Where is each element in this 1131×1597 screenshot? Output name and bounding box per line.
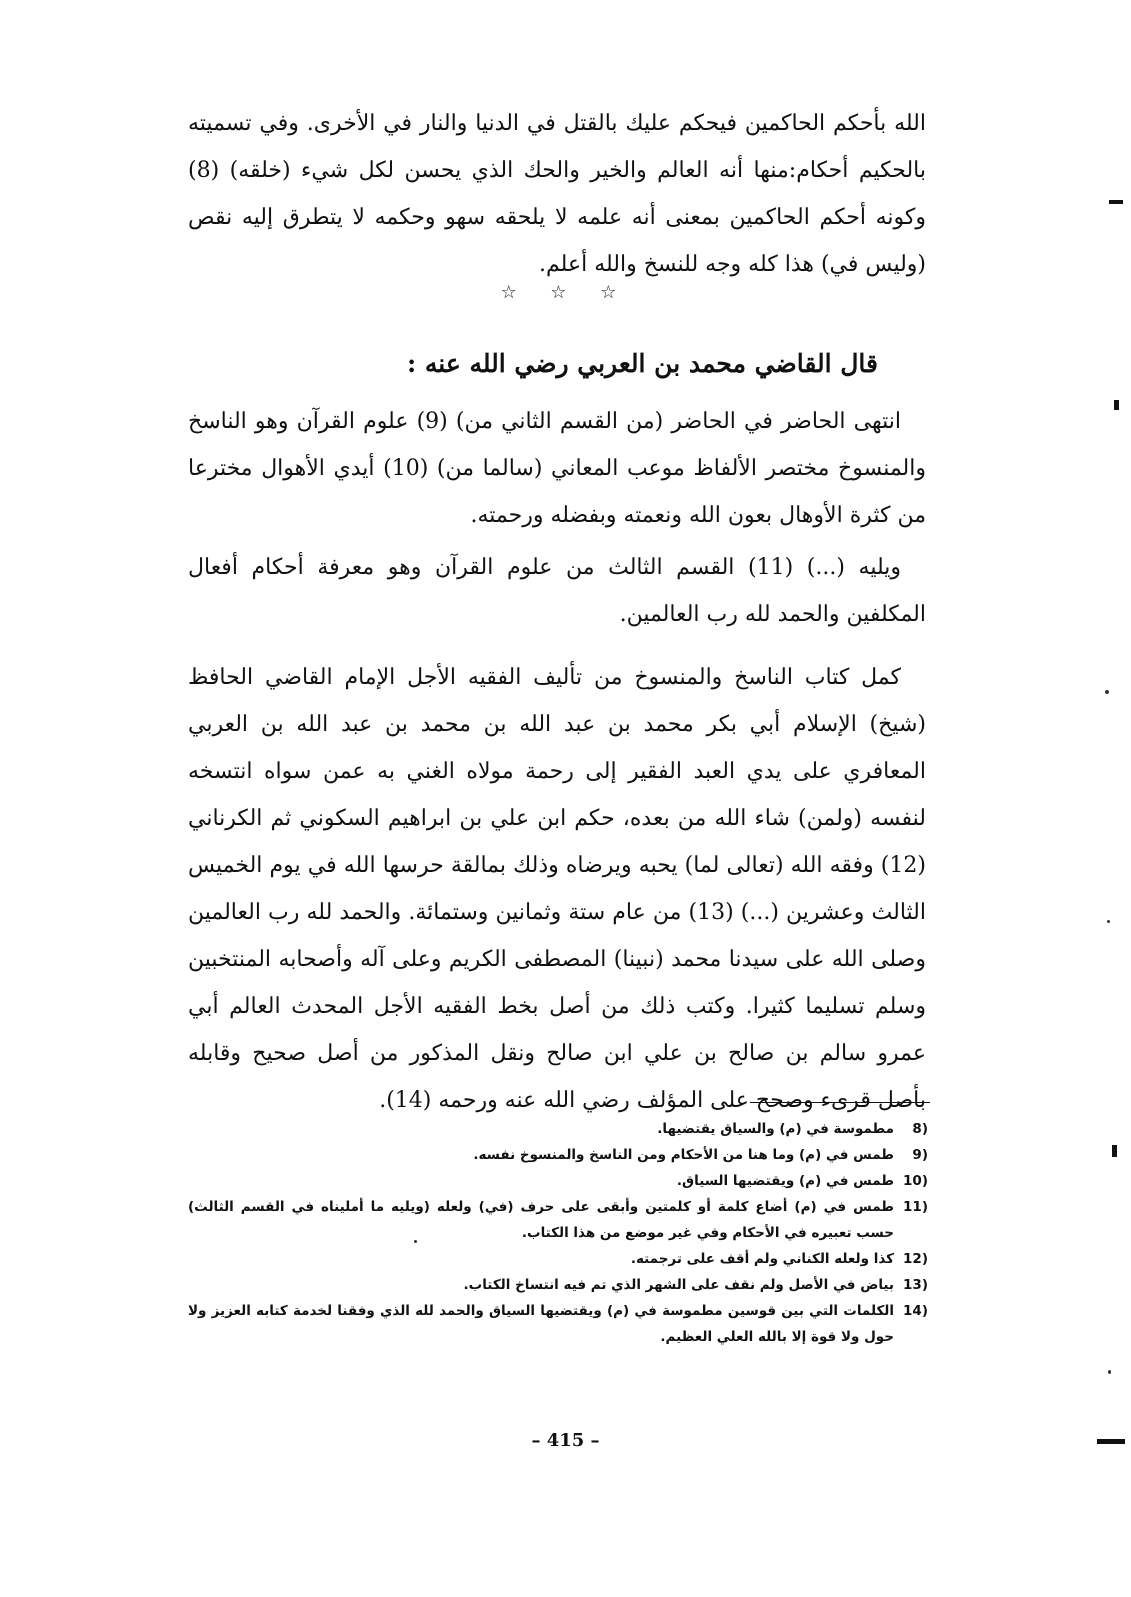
footnote-number: 12)	[903, 1251, 928, 1267]
scan-speck	[414, 1240, 417, 1243]
scan-edge-mark	[1112, 1145, 1117, 1157]
scan-edge-mark	[1109, 200, 1123, 204]
footnotes-list	[188, 1116, 928, 1350]
footnote-separator-rule	[750, 1102, 930, 1103]
footnote-item	[188, 1116, 928, 1142]
footnote-number: 9)	[912, 1147, 928, 1163]
paragraph-next-part: ويليه (...) (11) القسم الثالث من علوم القرآن وهو معرفة أحكام أفعال المكلفين والحمد لله رب العالمين.	[188, 555, 926, 627]
scan-speck	[1107, 920, 1110, 923]
footnote-number: 14)	[903, 1303, 928, 1319]
scan-speck	[1108, 1370, 1111, 1374]
scan-edge-mark	[1097, 1439, 1125, 1444]
footnote-text: بياض في الأصل ولم نقف على الشهر الذي تم فيه انتساخ الكتاب.	[463, 1277, 894, 1293]
footnote-number: 11)	[903, 1199, 928, 1215]
footnote-item	[188, 1194, 928, 1246]
paragraph-end-of-part: انتهى الحاضر في الحاضر (من القسم الثاني من) (9) علوم القرآن وهو الناسخ والمنسوخ مختصر الألفاظ موعب المعاني (سالما من) (10) أيدي الأهوال مخترعا من كثرة الأوهال بعون الله ونعمته وبفضله ورحمته.	[188, 409, 926, 528]
scan-edge-mark	[1114, 400, 1119, 410]
section-separator: ☆ ☆ ☆	[500, 282, 631, 303]
footnote-number: 10)	[903, 1173, 928, 1189]
intro-paragraph: الله بأحكم الحاكمين فيحكم عليك بالقتل في الدنيا والنار في الأخرى. وفي تسميته بالحكيم أحكام:منها أنه العالم والخير والحك الذي يحسن لكل شيء (خلقه) (8) وكونه أحكم الحاكمين بمعنى أنه علمه لا يلحقه سهو وحكمه لا يتطرق إليه نقص (وليس في) هذا كله وجه للنسخ والله أعلم.	[188, 111, 926, 277]
scan-speck	[1105, 690, 1109, 694]
footnote-number: 13)	[903, 1277, 928, 1293]
footnote-text: طمس في (م) ويقتضيها السياق.	[676, 1173, 894, 1189]
footnote-item	[188, 1298, 928, 1350]
footnote-item	[188, 1272, 928, 1298]
paragraph-colophon: كمل كتاب الناسخ والمنسوخ من تأليف الفقيه الأجل الإمام القاضي الحافظ (شيخ) الإسلام أبي بكر محمد بن عبد الله بن محمد بن عبد الله بن العربي المعافري على يدي العبد الفقير إلى رحمة مولاه الغني به عمن سواه انتسخه لنفسه (ولمن) شاء الله من بعده، حكم ابن علي بن ابراهيم السكوني ثم الكرناني (12) وفقه الله (تعالى لما) يحبه ويرضاه وذلك بمالقة حرسها الله في يوم الخميس الثالث وعشرين (...) (13) من عام ستة وثمانين وستمائة. والحمد لله رب العالمين وصلى الله على سيدنا محمد (نبينا) المصطفى الكريم وعلى آله وأصحابه المنتخبين وسلم تسليما كثيرا. وكتب ذلك من أصل بخط الفقيه الأجل المحدث العالم أبي عمرو سالم بن صالح بن علي ابن صالح ونقل المذكور من أصل صحيح وقابله بأصل قرىء وصحح على المؤلف رضي الله عنه ورحمه (14).	[188, 665, 926, 1113]
footnote-item	[188, 1246, 928, 1272]
footnote-text: طمس في (م) أضاع كلمة أو كلمتين وأبقى على حرف (في) ولعله (ويليه ما أمليناه في القسم الثالث) حسب تعبيره في الأحكام وفي غير موضع من هذا الكتاب.	[188, 1199, 894, 1241]
page-number: – 415 –	[531, 1430, 600, 1451]
section-heading: قال القاضي محمد بن العربي رضي الله عنه :	[406, 349, 878, 378]
footnote-item	[188, 1168, 928, 1194]
footnote-text: كذا ولعله الكناني ولم أقف على ترجمته.	[630, 1251, 894, 1267]
footnote-text: الكلمات التي بين قوسين مطموسة في (م) ويقتضيها السياق والحمد لله الذي وفقنا لخدمة كتابه العزيز ولا حول ولا قوة إلا بالله العلي العظيم.	[188, 1303, 894, 1345]
footnote-number: 8)	[912, 1121, 928, 1137]
footnote-text: طمس في (م) وما هنا من الأحكام ومن الناسخ والمنسوخ نفسه.	[473, 1147, 894, 1163]
footnote-text: مطموسة في (م) والسياق يقتضيها.	[657, 1121, 894, 1137]
footnote-item	[188, 1142, 928, 1168]
